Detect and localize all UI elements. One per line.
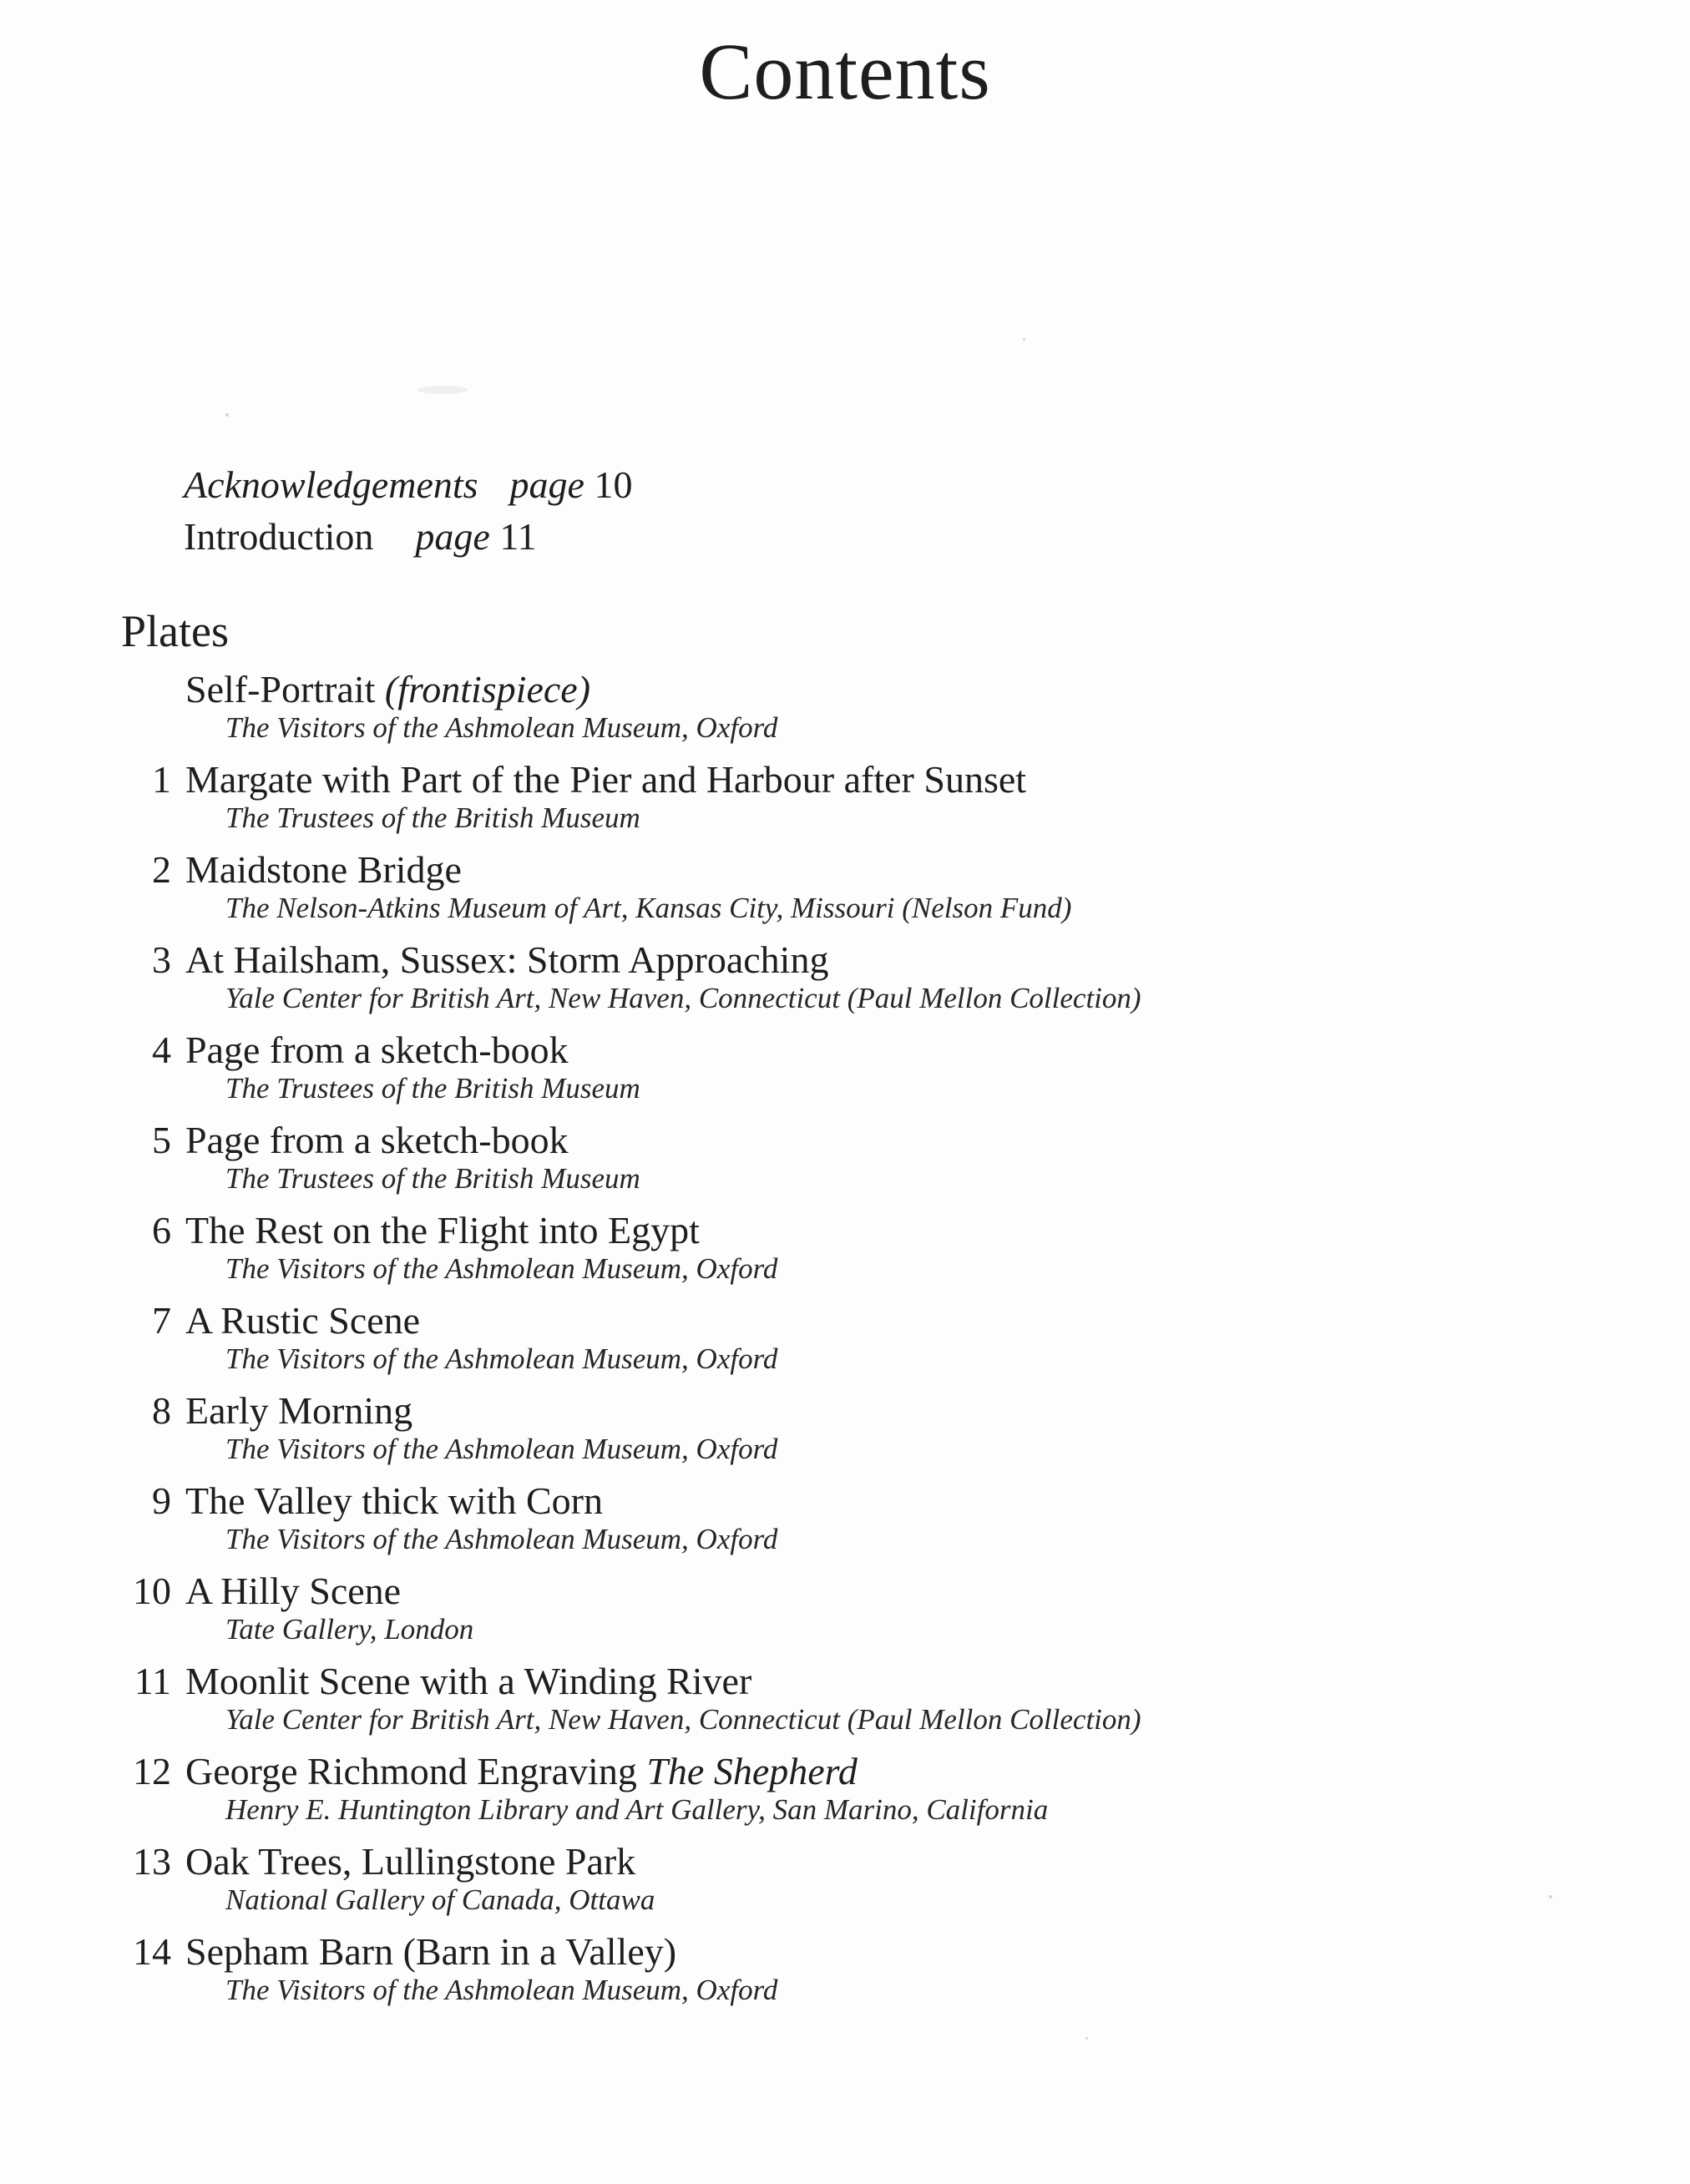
scan-speck	[225, 413, 229, 417]
plate-title-text: Early Morning	[185, 1389, 413, 1432]
plate-number: 6	[152, 1209, 171, 1251]
plate-number: 8	[152, 1389, 171, 1432]
plate-title	[185, 666, 590, 713]
front-matter-item	[184, 511, 632, 563]
plate-title	[185, 1297, 420, 1344]
page-number: 11	[499, 515, 537, 558]
plate-entry	[117, 1838, 1586, 1929]
plate-title-text: George Richmond Engraving	[185, 1750, 637, 1792]
plate-entry	[117, 847, 1586, 937]
plate-credit: Yale Center for British Art, New Haven, Connecticut (Paul Mellon Collection)	[225, 1703, 1141, 1736]
page-title: Contents	[699, 27, 991, 116]
plate-credit: The Trustees of the British Museum	[225, 1072, 640, 1105]
section-heading-plates: Plates	[121, 606, 229, 656]
plate-title-italic: The Shepherd	[646, 1750, 858, 1792]
plate-entry	[117, 1297, 1586, 1388]
scan-speck	[1549, 1895, 1552, 1898]
plate-title	[185, 847, 462, 893]
plate-credit: The Visitors of the Ashmolean Museum, Oxford	[225, 1433, 778, 1465]
plate-title	[185, 756, 1026, 803]
plate-number: 13	[133, 1840, 171, 1883]
plate-entry	[117, 1748, 1586, 1838]
plate-title-text: The Valley thick with Corn	[185, 1479, 603, 1522]
front-matter-label: Introduction	[184, 515, 374, 558]
plate-entry	[117, 1207, 1586, 1297]
frontispiece-note: (frontispiece)	[384, 668, 591, 710]
plate-title	[185, 1929, 676, 1975]
plate-number: 7	[152, 1299, 171, 1342]
plate-credit: The Nelson-Atkins Museum of Art, Kansas City, Missouri (Nelson Fund)	[225, 892, 1072, 924]
scan-speck	[1023, 338, 1025, 341]
plate-number: 4	[152, 1029, 171, 1071]
page-word: page	[509, 463, 584, 506]
plate-title	[185, 1207, 700, 1254]
plate-number: 3	[152, 938, 171, 981]
plate-entry	[117, 1478, 1586, 1568]
page-word: page	[415, 515, 490, 558]
plate-title-text: The Rest on the Flight into Egypt	[185, 1209, 700, 1251]
plate-entry	[117, 1388, 1586, 1478]
page-number: 10	[594, 463, 633, 506]
plate-title-text: Oak Trees, Lullingstone Park	[185, 1840, 636, 1883]
plate-credit: The Visitors of the Ashmolean Museum, Oxford	[225, 1523, 778, 1555]
plate-title-text: Sepham Barn (Barn in a Valley)	[185, 1930, 677, 1973]
plate-credit: The Trustees of the British Museum	[225, 1162, 640, 1195]
front-matter-list	[184, 459, 632, 563]
plate-number: 2	[152, 848, 171, 891]
plate-entry	[117, 937, 1586, 1027]
plate-number: 12	[133, 1750, 171, 1792]
plate-title	[185, 1748, 858, 1795]
plate-number: 5	[152, 1119, 171, 1161]
plate-title-text: At Hailsham, Sussex: Storm Approaching	[185, 938, 829, 981]
plate-title-text: Maidstone Bridge	[185, 848, 462, 891]
plate-credit: The Visitors of the Ashmolean Museum, Oxford	[225, 711, 778, 744]
front-matter-label: Acknowledgements	[184, 463, 478, 506]
plate-title	[185, 1838, 635, 1885]
plate-title	[185, 1568, 401, 1615]
plate-title	[185, 937, 828, 983]
plate-number: 1	[152, 758, 171, 801]
plate-entry	[117, 1929, 1586, 2019]
plate-credit: The Trustees of the British Museum	[225, 801, 640, 834]
scan-speck	[1085, 2037, 1088, 2040]
plate-entry	[117, 1027, 1586, 1117]
plate-credit: The Visitors of the Ashmolean Museum, Oxford	[225, 1252, 778, 1285]
plate-entry	[117, 1117, 1586, 1207]
plate-title	[185, 1027, 569, 1074]
plate-title-text: Page from a sketch-book	[185, 1119, 569, 1161]
plate-title-text: A Hilly Scene	[185, 1570, 402, 1612]
plate-entry	[117, 666, 1586, 756]
plate-title-text: Page from a sketch-book	[185, 1029, 569, 1071]
plate-number: 10	[133, 1570, 171, 1612]
plate-entry	[117, 1658, 1586, 1748]
plate-entry	[117, 756, 1586, 847]
plate-credit: National Gallery of Canada, Ottawa	[225, 1883, 655, 1916]
plate-credit: Tate Gallery, London	[225, 1613, 474, 1646]
plates-list	[117, 666, 1586, 2019]
plate-title-text: A Rustic Scene	[185, 1299, 421, 1342]
plate-entry	[117, 1568, 1586, 1658]
plate-number: 9	[152, 1479, 171, 1522]
plate-title	[185, 1388, 412, 1434]
plate-title	[185, 1117, 569, 1164]
plate-credit: Henry E. Huntington Library and Art Gallery, San Marino, California	[225, 1793, 1049, 1826]
plate-title	[185, 1658, 751, 1705]
front-matter-item	[184, 459, 632, 511]
plate-title-text: Margate with Part of the Pier and Harbour after Sunset	[185, 758, 1027, 801]
frontispiece-title: Self-Portrait	[185, 668, 376, 710]
plate-number: 11	[134, 1660, 171, 1702]
plate-credit: The Visitors of the Ashmolean Museum, Oxford	[225, 1974, 778, 2006]
plate-number: 14	[133, 1930, 171, 1973]
scan-speck	[417, 386, 468, 394]
plate-credit: The Visitors of the Ashmolean Museum, Oxford	[225, 1342, 778, 1375]
plate-credit: Yale Center for British Art, New Haven, Connecticut (Paul Mellon Collection)	[225, 982, 1141, 1014]
plate-title-text: Moonlit Scene with a Winding River	[185, 1660, 752, 1702]
plate-title	[185, 1478, 603, 1524]
